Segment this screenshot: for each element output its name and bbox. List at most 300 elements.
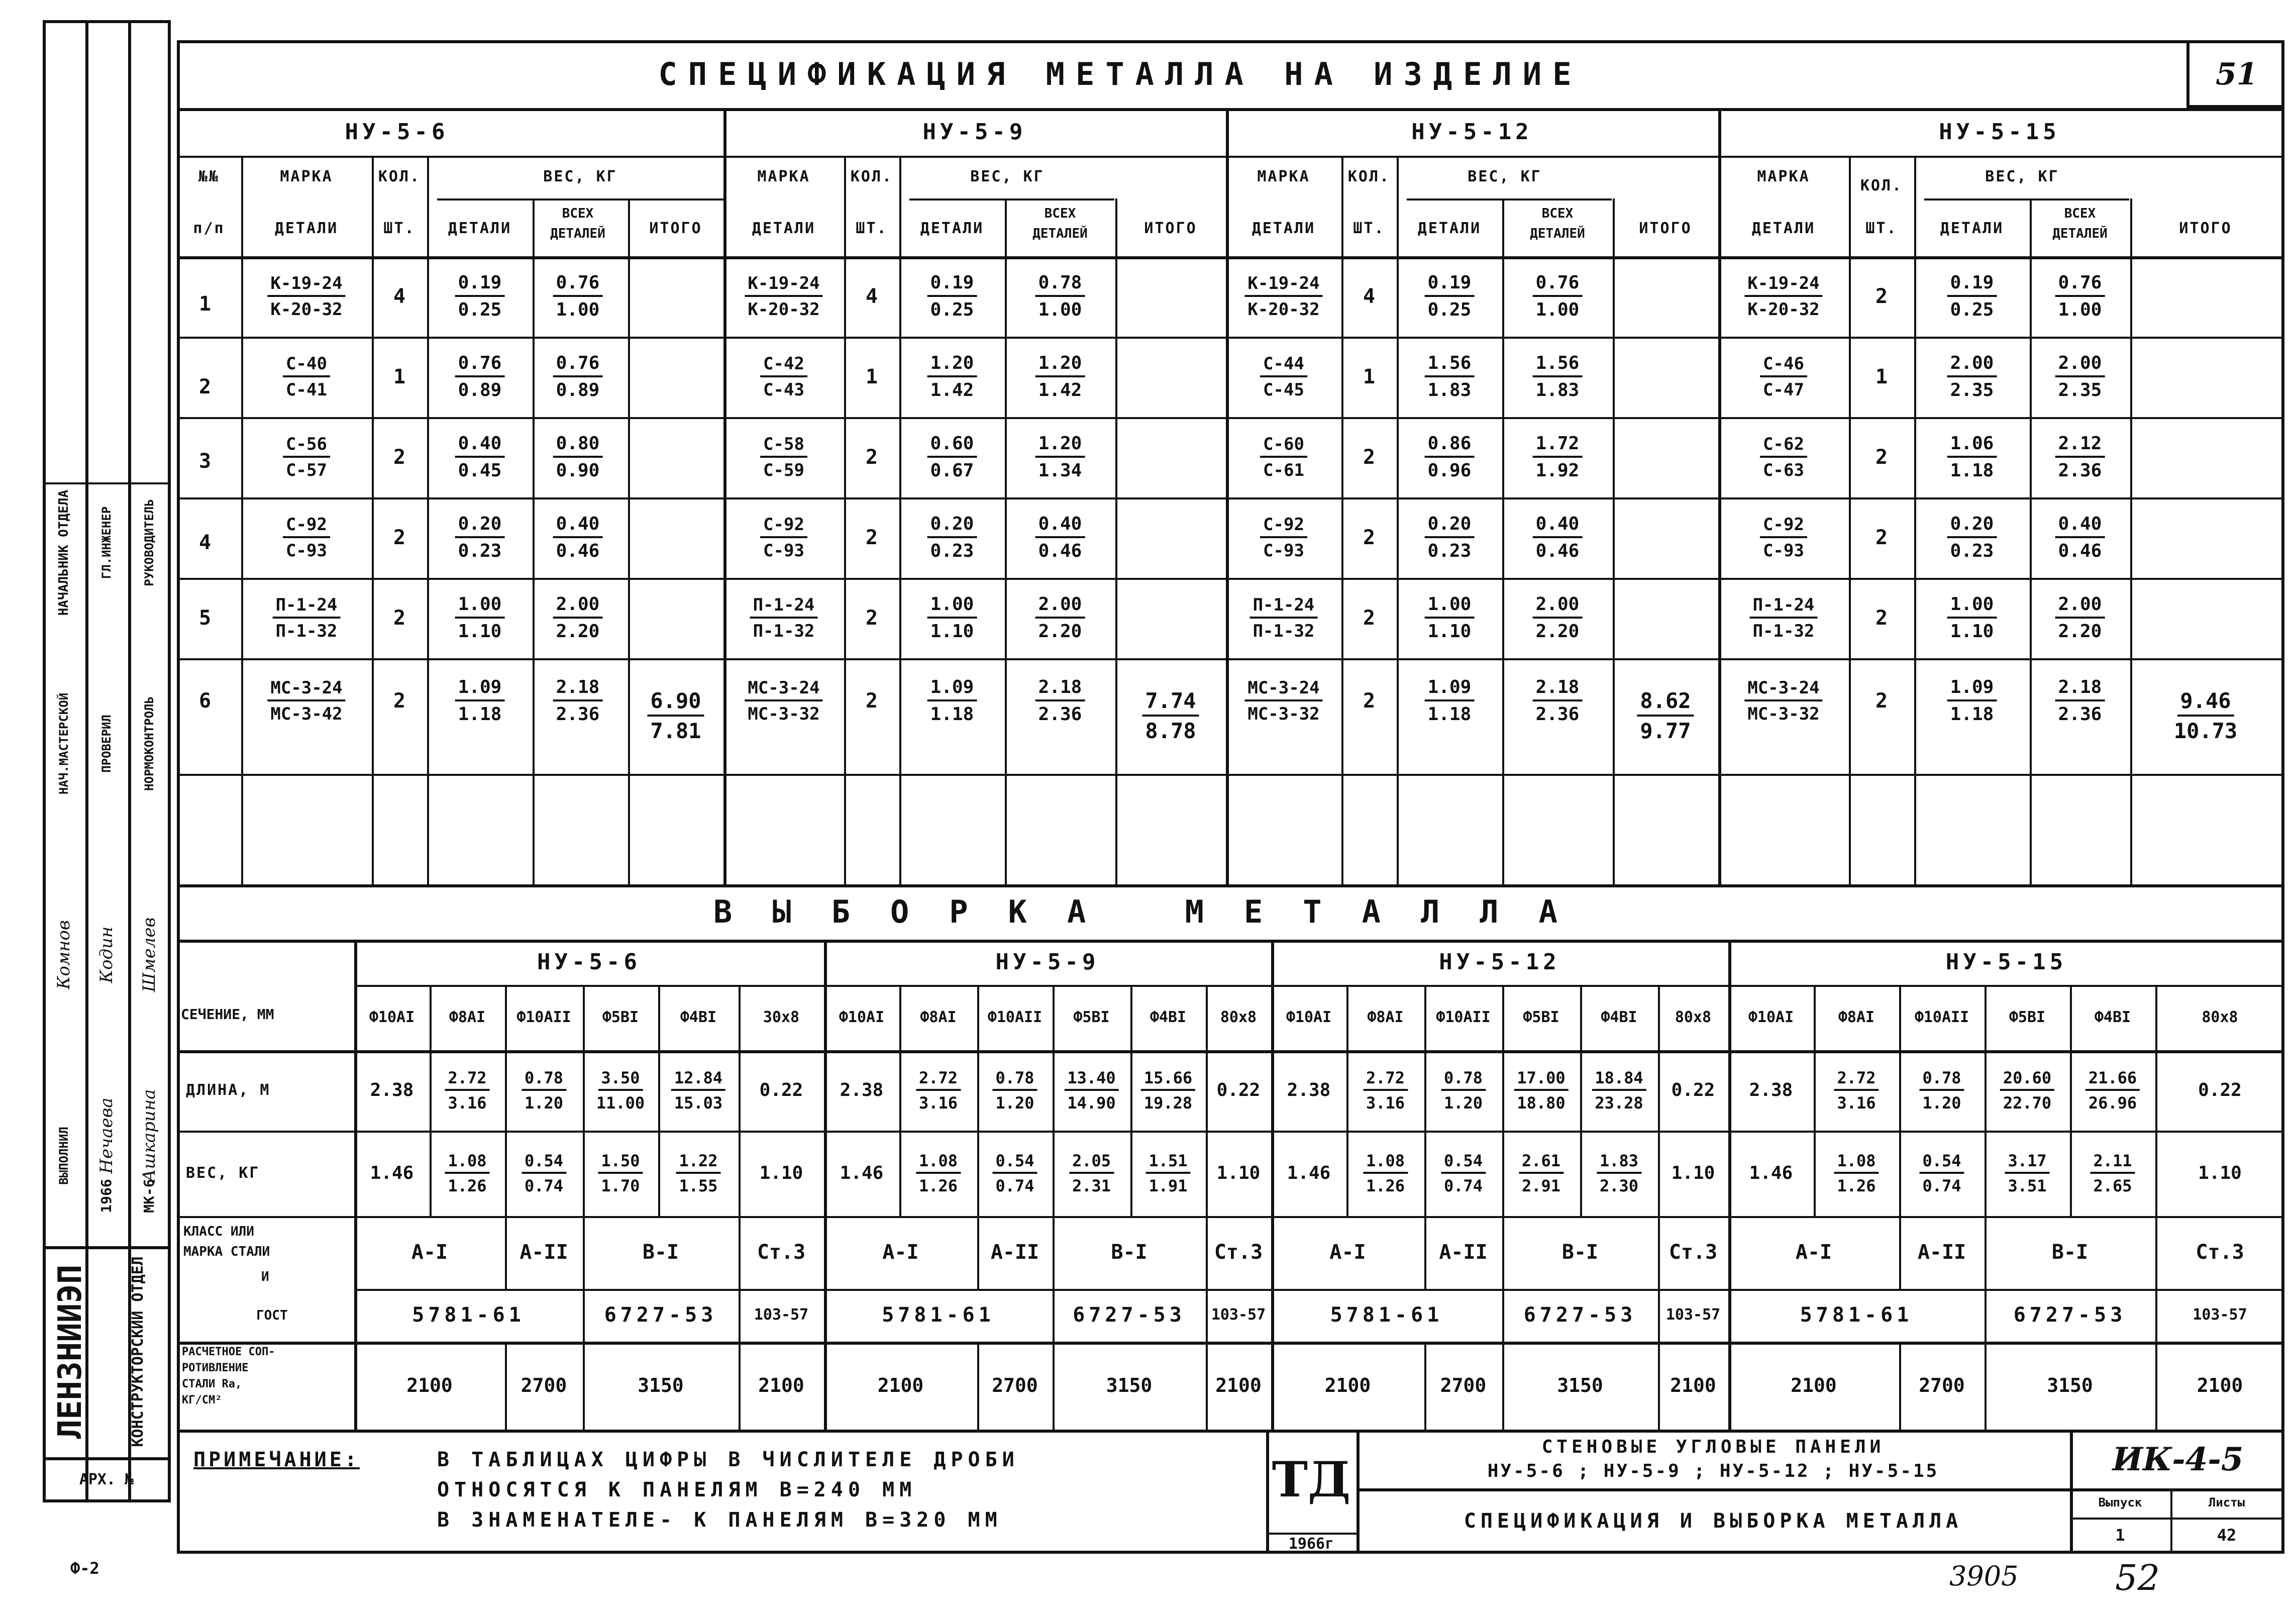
all-details-weight-denominator: 1.00 xyxy=(1038,299,1082,320)
selection-group-header: НУ-5-9 xyxy=(995,949,1100,975)
all-details-weight xyxy=(1533,515,1583,560)
all-details-weight-numerator: 0.40 xyxy=(553,515,603,538)
gost-number: 5781-61 xyxy=(412,1303,525,1327)
all-details-weight-numerator: 1.56 xyxy=(1533,354,1583,377)
length-numerator: 12.84 xyxy=(671,1070,725,1091)
steel-class: В-I xyxy=(1561,1241,1599,1264)
stamp-code: ИК-4-5 xyxy=(2112,1441,2244,1478)
all-details-weight-denominator: 2.20 xyxy=(1535,621,1580,642)
col-mark-2: ДЕТАЛИ xyxy=(274,220,339,237)
section-size: Ф10АI xyxy=(1748,1009,1794,1026)
length-numerator: 0.78 xyxy=(1441,1070,1486,1091)
weight-fraction xyxy=(1069,1153,1114,1194)
steel-class: А-II xyxy=(1917,1241,1966,1264)
detail-mark-numerator: П-1-24 xyxy=(1250,596,1318,619)
length-denominator: 18.80 xyxy=(1517,1093,1566,1113)
detail-mark xyxy=(760,516,807,559)
detail-mark xyxy=(745,275,822,318)
detail-weight-denominator: 0.96 xyxy=(1427,460,1472,481)
detail-weight-numerator: 1.09 xyxy=(455,678,505,701)
section-size: Ф5ВI xyxy=(602,1009,639,1026)
weight-numerator: 1.08 xyxy=(445,1153,489,1174)
detail-mark-numerator: МС-3-24 xyxy=(1744,679,1822,701)
row-length-label: ДЛИНА, М xyxy=(186,1081,271,1099)
section-size: Ф10АII xyxy=(1436,1009,1491,1026)
all-details-weight-numerator: 2.00 xyxy=(1035,595,1085,619)
detail-weight xyxy=(1947,274,1997,319)
detail-mark-denominator: К-20-32 xyxy=(270,299,343,320)
length-denominator: 14.90 xyxy=(1067,1093,1116,1113)
weight-value: 1.46 xyxy=(1287,1163,1331,1183)
stamp-year: 1966г xyxy=(1288,1535,1334,1553)
detail-weight xyxy=(455,678,505,724)
detail-weight-denominator: 0.67 xyxy=(930,460,974,481)
weight-numerator: 0.54 xyxy=(1919,1153,1964,1174)
col-all-2: ДЕТАЛЕЙ xyxy=(1530,226,1585,241)
total-numerator: 9.46 xyxy=(2177,690,2234,717)
detail-weight xyxy=(927,354,977,399)
detail-weight xyxy=(1425,435,1475,480)
detail-mark-denominator: С-43 xyxy=(763,380,804,400)
length-numerator: 2.72 xyxy=(1363,1070,1408,1091)
row-calc-label-2: РОТИВЛЕНИЕ xyxy=(182,1362,249,1374)
detail-mark-numerator: П-1-24 xyxy=(273,596,341,619)
col-detail: ДЕТАЛИ xyxy=(920,220,984,237)
weight-numerator: 2.05 xyxy=(1069,1153,1114,1174)
all-details-weight-numerator: 2.00 xyxy=(2055,354,2105,377)
all-details-weight-numerator: 2.18 xyxy=(553,678,603,701)
detail-mark xyxy=(760,436,807,479)
weight-fraction xyxy=(1919,1153,1964,1194)
steel-class: В-I xyxy=(1111,1241,1147,1264)
steel-class: А-I xyxy=(1795,1241,1832,1264)
stamp-sheet-label: Листы xyxy=(2208,1495,2245,1509)
length-denominator: 26.96 xyxy=(2088,1093,2137,1113)
all-details-weight xyxy=(1035,515,1085,560)
gost-number: 5781-61 xyxy=(882,1303,995,1327)
row-class-label-3: И xyxy=(261,1269,269,1284)
detail-mark xyxy=(1750,596,1818,640)
detail-weight-numerator: 0.19 xyxy=(927,274,977,297)
detail-weight xyxy=(1947,435,1997,480)
total-denominator: 8.78 xyxy=(1145,719,1196,743)
detail-mark xyxy=(283,355,330,398)
col-weight: ВЕС, КГ xyxy=(543,168,617,185)
design-resistance: 2100 xyxy=(2197,1374,2243,1396)
detail-weight-numerator: 1.20 xyxy=(927,354,977,377)
selection-group-header: НУ-5-12 xyxy=(1439,949,1560,975)
detail-mark-numerator: К-19-24 xyxy=(1744,275,1822,297)
detail-mark-numerator: С-92 xyxy=(283,516,330,538)
gost-number: 103-57 xyxy=(1211,1306,1266,1324)
row-number: 2 xyxy=(198,375,212,398)
row-calc-label-4: КГ/СМ² xyxy=(182,1394,222,1406)
detail-mark-numerator: С-58 xyxy=(760,436,807,458)
side-signature-4: Ашкарина xyxy=(139,1089,159,1182)
row-section-label: СЕЧЕНИЕ, ММ xyxy=(181,1006,274,1023)
all-details-weight xyxy=(553,515,603,560)
weight-fraction xyxy=(445,1153,489,1194)
steel-class: Ст.3 xyxy=(1214,1241,1263,1264)
row-number: 4 xyxy=(198,531,212,554)
gost-number: 5781-61 xyxy=(1800,1303,1913,1327)
length-denominator: 22.70 xyxy=(2003,1093,2052,1113)
length-fraction xyxy=(2000,1070,2054,1111)
length-denominator: 23.28 xyxy=(1595,1093,1643,1113)
steel-class: А-II xyxy=(990,1241,1039,1264)
detail-mark xyxy=(750,596,818,640)
bottom-number-1: 3905 xyxy=(1949,1560,2019,1592)
detail-weight xyxy=(1947,678,1997,724)
detail-mark-numerator: С-56 xyxy=(283,436,330,458)
steel-class: А-I xyxy=(882,1241,919,1264)
weight-numerator: 1.08 xyxy=(916,1153,961,1174)
col-num-2: п/п xyxy=(193,220,225,237)
detail-weight-numerator: 0.19 xyxy=(1947,274,1997,297)
detail-weight-denominator: 1.10 xyxy=(1950,621,1994,642)
col-all-1: ВСЕХ xyxy=(1044,206,1076,221)
weight-fraction xyxy=(1519,1153,1563,1194)
all-details-weight xyxy=(553,354,603,399)
section-size: 80х8 xyxy=(1220,1009,1257,1026)
col-all-1: ВСЕХ xyxy=(1541,206,1574,221)
section-size: Ф10АI xyxy=(839,1009,885,1026)
note-line-1: В ТАБЛИЦАХ ЦИФРЫ В ЧИСЛИТЕЛЕ ДРОБИ xyxy=(437,1448,1019,1471)
detail-mark-numerator: МС-3-24 xyxy=(1244,679,1322,701)
detail-mark-denominator: МС-3-32 xyxy=(748,704,820,724)
all-details-weight-numerator: 0.40 xyxy=(2055,515,2105,538)
length-value: 2.38 xyxy=(1749,1080,1793,1100)
detail-weight-denominator: 0.23 xyxy=(1950,541,1994,561)
weight-fraction xyxy=(2090,1153,2135,1194)
weight-denominator: 1.26 xyxy=(1837,1176,1876,1195)
detail-mark xyxy=(283,516,330,559)
all-details-weight xyxy=(2055,595,2105,641)
detail-weight xyxy=(1425,515,1475,560)
weight-fraction xyxy=(1363,1153,1408,1194)
side-signature-0: Комнов xyxy=(54,920,74,989)
weight-denominator: 0.74 xyxy=(1443,1176,1483,1195)
detail-weight-denominator: 1.18 xyxy=(1427,704,1472,725)
all-details-weight xyxy=(1533,274,1583,319)
design-resistance: 2700 xyxy=(1919,1374,1965,1396)
all-details-weight-denominator: 0.46 xyxy=(556,541,600,561)
all-details-weight-numerator: 0.76 xyxy=(1533,274,1583,297)
design-resistance: 2100 xyxy=(758,1374,804,1396)
steel-class: В-I xyxy=(642,1241,679,1264)
detail-weight xyxy=(1947,515,1997,560)
detail-mark-denominator: МС-3-42 xyxy=(270,704,343,724)
detail-weight-numerator: 0.20 xyxy=(1425,515,1475,538)
detail-mark-denominator: П-1-32 xyxy=(1253,621,1315,641)
all-details-weight-numerator: 2.12 xyxy=(2055,435,2105,458)
all-details-weight-denominator: 0.89 xyxy=(556,380,600,400)
detail-weight-numerator: 0.19 xyxy=(1425,274,1475,297)
length-numerator: 21.66 xyxy=(2085,1070,2140,1091)
all-details-weight-denominator: 0.90 xyxy=(556,460,600,481)
col-all-2: ДЕТАЛЕЙ xyxy=(2052,226,2108,241)
weight-fraction xyxy=(1597,1153,1641,1194)
all-details-weight-numerator: 0.78 xyxy=(1035,274,1085,297)
design-resistance: 3150 xyxy=(638,1374,684,1396)
weight-fraction xyxy=(992,1153,1037,1194)
weight-numerator: 1.51 xyxy=(1145,1153,1190,1174)
detail-mark-denominator: С-93 xyxy=(763,541,804,561)
detail-weight-numerator: 0.86 xyxy=(1425,435,1475,458)
all-details-weight-denominator: 1.42 xyxy=(1038,380,1082,400)
detail-qty: 1 xyxy=(1875,365,1888,388)
gost-number: 103-57 xyxy=(2193,1306,2247,1324)
detail-mark-numerator: К-19-24 xyxy=(1244,275,1322,297)
section-size: Ф10АII xyxy=(987,1009,1042,1026)
section-size: Ф8АI xyxy=(449,1009,486,1026)
detail-qty: 2 xyxy=(1875,446,1888,469)
col-weight: ВЕС, КГ xyxy=(970,168,1045,185)
design-resistance: 2700 xyxy=(992,1374,1038,1396)
steel-class: А-I xyxy=(411,1241,448,1264)
design-resistance: 3150 xyxy=(2047,1374,2093,1396)
col-weight: ВЕС, КГ xyxy=(1985,168,2059,185)
col-all-2: ДЕТАЛЕЙ xyxy=(1032,226,1088,241)
length-denominator: 1.20 xyxy=(1443,1093,1483,1113)
length-numerator: 0.78 xyxy=(1919,1070,1964,1091)
stamp-title-3: СПЕЦИФИКАЦИЯ И ВЫБОРКА МЕТАЛЛА xyxy=(1464,1509,1963,1533)
detail-mark-denominator: С-61 xyxy=(1263,460,1304,480)
total-denominator: 7.81 xyxy=(650,719,701,743)
detail-qty: 2 xyxy=(865,607,878,630)
length-value: 2.38 xyxy=(840,1080,884,1100)
section-size: Ф4ВI xyxy=(2094,1009,2131,1026)
weight-numerator: 0.54 xyxy=(1441,1153,1486,1174)
all-details-weight xyxy=(1035,274,1085,319)
all-details-weight-numerator: 0.76 xyxy=(2055,274,2105,297)
length-denominator: 15.03 xyxy=(674,1093,723,1113)
weight-value: 1.46 xyxy=(370,1163,414,1183)
steel-class: А-I xyxy=(1329,1241,1366,1264)
length-numerator: 2.72 xyxy=(445,1070,489,1091)
length-value: 0.22 xyxy=(1671,1080,1715,1100)
length-denominator: 1.20 xyxy=(1922,1093,1961,1113)
detail-mark xyxy=(760,355,807,398)
col-total: ИТОГО xyxy=(1639,220,1692,237)
detail-weight-numerator: 1.06 xyxy=(1947,435,1997,458)
gost-number: 103-57 xyxy=(754,1306,809,1324)
detail-qty: 2 xyxy=(1363,607,1376,630)
side-year: 1966 xyxy=(98,1179,115,1213)
side-org-logo: ЛЕНЗНИИЭП xyxy=(52,1264,89,1439)
all-details-weight-denominator: 1.00 xyxy=(556,299,600,320)
all-details-weight-numerator: 1.72 xyxy=(1533,435,1583,458)
detail-mark-numerator: С-42 xyxy=(760,355,807,377)
side-signature-1: Кодин xyxy=(96,926,117,983)
detail-weight-numerator: 1.09 xyxy=(1947,678,1997,701)
detail-mark-numerator: МС-3-24 xyxy=(745,679,822,701)
weight-denominator: 1.26 xyxy=(918,1176,958,1195)
col-total: ИТОГО xyxy=(649,220,702,237)
detail-qty: 2 xyxy=(865,689,878,713)
detail-mark-denominator: К-20-32 xyxy=(1747,299,1820,320)
detail-qty: 2 xyxy=(393,526,406,549)
col-all-2: ДЕТАЛЕЙ xyxy=(550,226,605,241)
section-size: 80х8 xyxy=(1675,1009,1712,1026)
weight-numerator: 2.61 xyxy=(1519,1153,1563,1174)
section-size: Ф4ВI xyxy=(1601,1009,1637,1026)
detail-mark xyxy=(1260,436,1307,479)
total-numerator: 6.90 xyxy=(647,690,704,717)
detail-weight-denominator: 1.18 xyxy=(1950,460,1994,481)
detail-qty: 4 xyxy=(393,285,406,308)
detail-weight-denominator: 1.10 xyxy=(1427,621,1472,642)
design-resistance: 3150 xyxy=(1557,1374,1603,1396)
detail-mark-denominator: С-93 xyxy=(286,541,327,561)
side-mk: МК-6 xyxy=(141,1179,157,1213)
detail-mark-numerator: С-62 xyxy=(1760,436,1807,458)
length-fraction xyxy=(2085,1070,2140,1111)
length-fraction xyxy=(1592,1070,1646,1111)
detail-mark xyxy=(1260,516,1307,559)
length-numerator: 0.78 xyxy=(992,1070,1037,1091)
all-details-weight-numerator: 0.40 xyxy=(1035,515,1085,538)
detail-weight xyxy=(455,435,505,480)
detail-weight-numerator: 1.56 xyxy=(1425,354,1475,377)
detail-qty: 2 xyxy=(393,607,406,630)
col-mark-1: МАРКА xyxy=(757,168,810,185)
steel-class: В-I xyxy=(2051,1241,2089,1264)
length-fraction xyxy=(671,1070,725,1111)
section-size: Ф4ВI xyxy=(1150,1009,1187,1026)
detail-qty: 2 xyxy=(393,446,406,469)
detail-qty: 2 xyxy=(1363,446,1376,469)
section-size: Ф8АI xyxy=(1838,1009,1875,1026)
length-numerator: 17.00 xyxy=(1514,1070,1568,1091)
all-details-weight-denominator: 2.35 xyxy=(2058,380,2102,400)
col-qty-2: ШТ. xyxy=(1353,220,1385,237)
detail-mark-denominator: П-1-32 xyxy=(1752,621,1815,641)
all-details-weight xyxy=(553,274,603,319)
detail-qty: 1 xyxy=(393,365,406,388)
length-denominator: 3.16 xyxy=(1366,1093,1405,1113)
all-details-weight-denominator: 2.36 xyxy=(556,704,600,725)
length-denominator: 1.20 xyxy=(524,1093,564,1113)
all-details-weight-denominator: 2.36 xyxy=(1535,704,1580,725)
detail-weight-denominator: 0.25 xyxy=(458,299,502,320)
all-details-weight xyxy=(2055,515,2105,560)
all-details-weight-denominator: 1.00 xyxy=(1535,299,1580,320)
detail-mark-numerator: МС-3-24 xyxy=(267,679,345,701)
length-fraction xyxy=(1363,1070,1408,1111)
detail-mark xyxy=(1250,596,1318,640)
detail-weight-denominator: 0.23 xyxy=(930,541,974,561)
total-numerator: 8.62 xyxy=(1637,690,1694,717)
steel-class: А-II xyxy=(519,1241,568,1264)
all-details-weight-numerator: 2.18 xyxy=(1035,678,1085,701)
spec-group-2: НУ-5-12 xyxy=(1411,119,1533,145)
selection-group-header: НУ-5-15 xyxy=(1945,949,2067,975)
detail-weight xyxy=(1425,595,1475,641)
col-qty-1: КОЛ. xyxy=(1860,177,1903,194)
col-mark-2: ДЕТАЛИ xyxy=(1251,220,1316,237)
col-detail: ДЕТАЛИ xyxy=(448,220,512,237)
col-qty-1: КОЛ. xyxy=(850,168,893,185)
weight-numerator: 2.11 xyxy=(2090,1153,2135,1174)
all-details-weight-denominator: 2.20 xyxy=(2058,621,2102,642)
detail-weight-numerator: 0.20 xyxy=(455,515,505,538)
length-denominator: 11.00 xyxy=(596,1093,645,1113)
length-numerator: 18.84 xyxy=(1592,1070,1646,1091)
detail-weight xyxy=(1947,595,1997,641)
weight-denominator: 2.30 xyxy=(1599,1176,1639,1195)
detail-weight-numerator: 1.00 xyxy=(1947,595,1997,619)
detail-mark xyxy=(1260,355,1307,398)
side-block-title: НАЧАЛЬНИК ОТДЕЛА xyxy=(56,489,71,616)
detail-mark-numerator: С-40 xyxy=(283,355,330,377)
section-size: 30х8 xyxy=(763,1009,800,1026)
side-label-2: НАЧ.МАСТЕРСКОЙ xyxy=(57,692,71,795)
length-fraction xyxy=(1514,1070,1568,1111)
detail-mark xyxy=(1244,275,1322,318)
length-value: 2.38 xyxy=(370,1080,414,1100)
weight-fraction xyxy=(598,1153,643,1194)
detail-weight-numerator: 0.19 xyxy=(455,274,505,297)
stamp-issue-label: Выпуск xyxy=(2098,1495,2142,1509)
weight-numerator: 0.54 xyxy=(521,1153,566,1174)
detail-qty: 2 xyxy=(393,689,406,713)
bottom-number-2: 52 xyxy=(2115,1557,2160,1598)
all-details-weight xyxy=(1035,678,1085,724)
detail-mark xyxy=(1760,516,1807,559)
row-class-label-4: ГОСТ xyxy=(256,1308,288,1323)
col-mark-2: ДЕТАЛИ xyxy=(1751,220,1816,237)
all-details-weight xyxy=(2055,274,2105,319)
col-weight: ВЕС, КГ xyxy=(1468,168,1542,185)
side-label-1: РУКОВОДИТЕЛЬ xyxy=(142,499,156,586)
detail-mark xyxy=(267,679,345,723)
side-label-4: НОРМОКОНТРОЛЬ xyxy=(142,696,156,791)
detail-mark-numerator: С-92 xyxy=(1260,516,1307,538)
detail-mark xyxy=(273,596,341,640)
detail-weight-denominator: 1.18 xyxy=(458,704,502,725)
detail-mark xyxy=(1760,355,1807,398)
weight-value: 1.10 xyxy=(1671,1163,1715,1183)
detail-mark-denominator: С-45 xyxy=(1263,380,1304,400)
detail-weight-denominator: 2.35 xyxy=(1950,380,1994,400)
weight-numerator: 3.17 xyxy=(2005,1153,2049,1174)
design-resistance: 2100 xyxy=(1324,1374,1371,1396)
design-resistance: 3150 xyxy=(1106,1374,1153,1396)
weight-value: 1.46 xyxy=(840,1163,884,1183)
selection-title: ВЫБОРКА МЕТАЛЛА xyxy=(713,893,1598,930)
detail-weight-numerator: 2.00 xyxy=(1947,354,1997,377)
detail-mark-numerator: С-44 xyxy=(1260,355,1307,377)
detail-qty: 4 xyxy=(1363,285,1376,308)
length-denominator: 3.16 xyxy=(1837,1093,1876,1113)
col-all-1: ВСЕХ xyxy=(2064,206,2096,221)
detail-mark-numerator: П-1-24 xyxy=(1750,596,1818,619)
detail-mark-denominator: П-1-32 xyxy=(753,621,815,641)
spec-group-1: НУ-5-9 xyxy=(922,119,1027,145)
col-total: ИТОГО xyxy=(2179,220,2232,237)
all-details-weight xyxy=(1533,595,1583,641)
col-mark-1: МАРКА xyxy=(1257,168,1310,185)
section-size: Ф10АI xyxy=(369,1009,415,1026)
all-details-weight-numerator: 0.40 xyxy=(1533,515,1583,538)
detail-mark-denominator: С-57 xyxy=(286,460,327,480)
weight-denominator: 3.51 xyxy=(2008,1176,2047,1195)
gost-number: 6727-53 xyxy=(1073,1303,1186,1327)
col-qty-2: ШТ. xyxy=(383,220,415,237)
detail-mark-numerator: С-60 xyxy=(1260,436,1307,458)
weight-denominator: 1.55 xyxy=(679,1176,718,1195)
